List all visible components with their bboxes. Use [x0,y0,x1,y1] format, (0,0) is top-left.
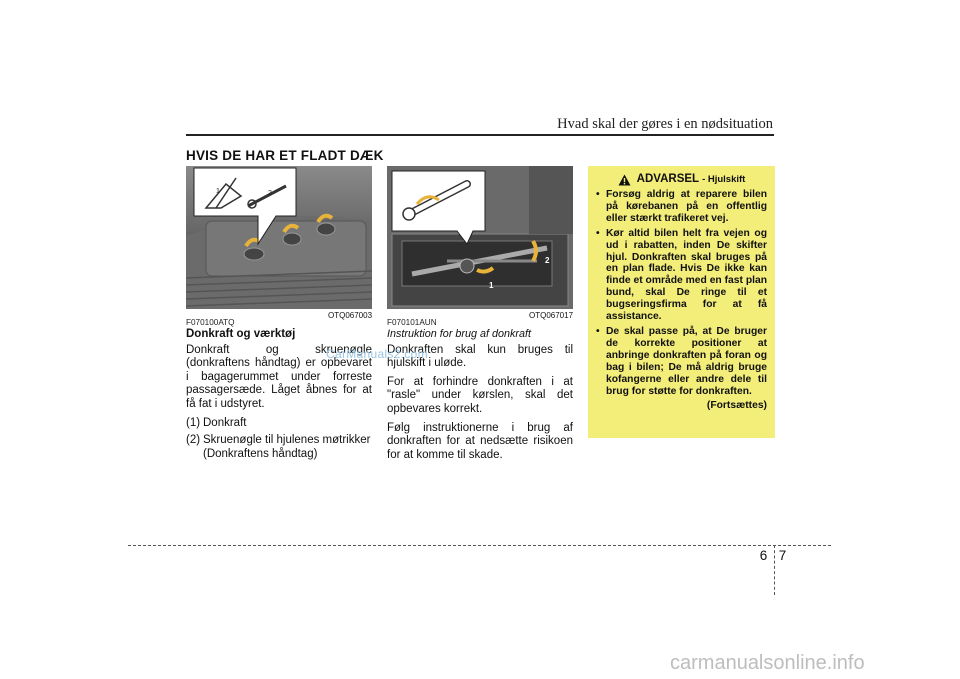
watermark: CarManuals2.com [326,347,428,361]
warning-label: ADVARSEL [636,173,700,186]
middle-paragraph: For at forhindre donkraften i at "rasle" under kørslen, skal det opbevares korrekt. [387,375,573,415]
page-number-value: 7 [778,548,787,563]
left-section-code: F070100ATQ [186,318,235,327]
jack-instructions-photo [387,166,573,309]
page-number [757,548,789,563]
middle-paragraph: Donkraften skal kun bruges til hjulskift i uløde. [387,343,573,370]
warning-bullet: • Forsøg aldrig at reparere bilen på kørebanen på en offentlig eller stærkt trafikeret vej. [596,189,767,225]
photo-label-2: 2 [268,190,272,197]
left-heading: Donkraft og værktøj [186,328,296,340]
chapter-number: 6 [759,548,768,563]
warning-bullet: • De skal passe på, at De bruger de korrekte positioner at anbringe donkraften på foran og bag i bilen; De må aldrig bruge kofangerne eller andre dele til brug for støtte for donkraften. [596,326,767,397]
photo-label-2: 2 [545,256,550,265]
header-rule [186,134,774,136]
left-body: Donkraft og skruenøgle (donkraftens håndtag) er opbevaret i bagagerummet under forreste passagersæde. Låget åbnes for at få fat i udstyret. [186,343,372,410]
middle-photo-code: OTQ067017 [529,311,574,320]
middle-heading: Instruktion for brug af donkraft [387,328,532,340]
jack-tools-photo [186,166,372,309]
warning-box [588,166,775,438]
list-item: (2) Skruenøgle til hjulenes møtrikker (Donkraftens håndtag) [186,434,371,460]
running-header: Hvad skal der gøres i en nødsituation [557,116,773,132]
footer-rule [128,545,831,546]
warning-list [596,189,767,397]
list-item: (1) Donkraft [186,416,247,429]
continued-note: (Fortsættes) [706,400,767,412]
footer-watermark: carmanualsonline.info [670,652,865,674]
middle-paragraph: Følg instruktionerne i brug af donkraften for at nedsætte risikoen for at komme til skade. [387,421,573,461]
warning-triangle-icon [618,174,631,186]
middle-section-code: F070101AUN [387,318,437,327]
warning-header [596,174,767,186]
photo-label-1: 1 [216,188,220,195]
warning-bullet: • Kør altid bilen helt fra vejen og ud i rabatten, inden De skifter hjul. Donkraften skal bruges på en plan flade. Hvis De ikke kan finde et område med en fast plan bund, skal De ringe til et bugseringsfirma for at få assistance. [596,228,767,323]
section-title: HVIS DE HAR ET FLADT DÆK [186,148,384,163]
photo-label-1: 1 [489,281,494,290]
warning-sublabel: - Hjulskift [702,174,746,186]
left-photo-code: OTQ067003 [328,311,373,320]
